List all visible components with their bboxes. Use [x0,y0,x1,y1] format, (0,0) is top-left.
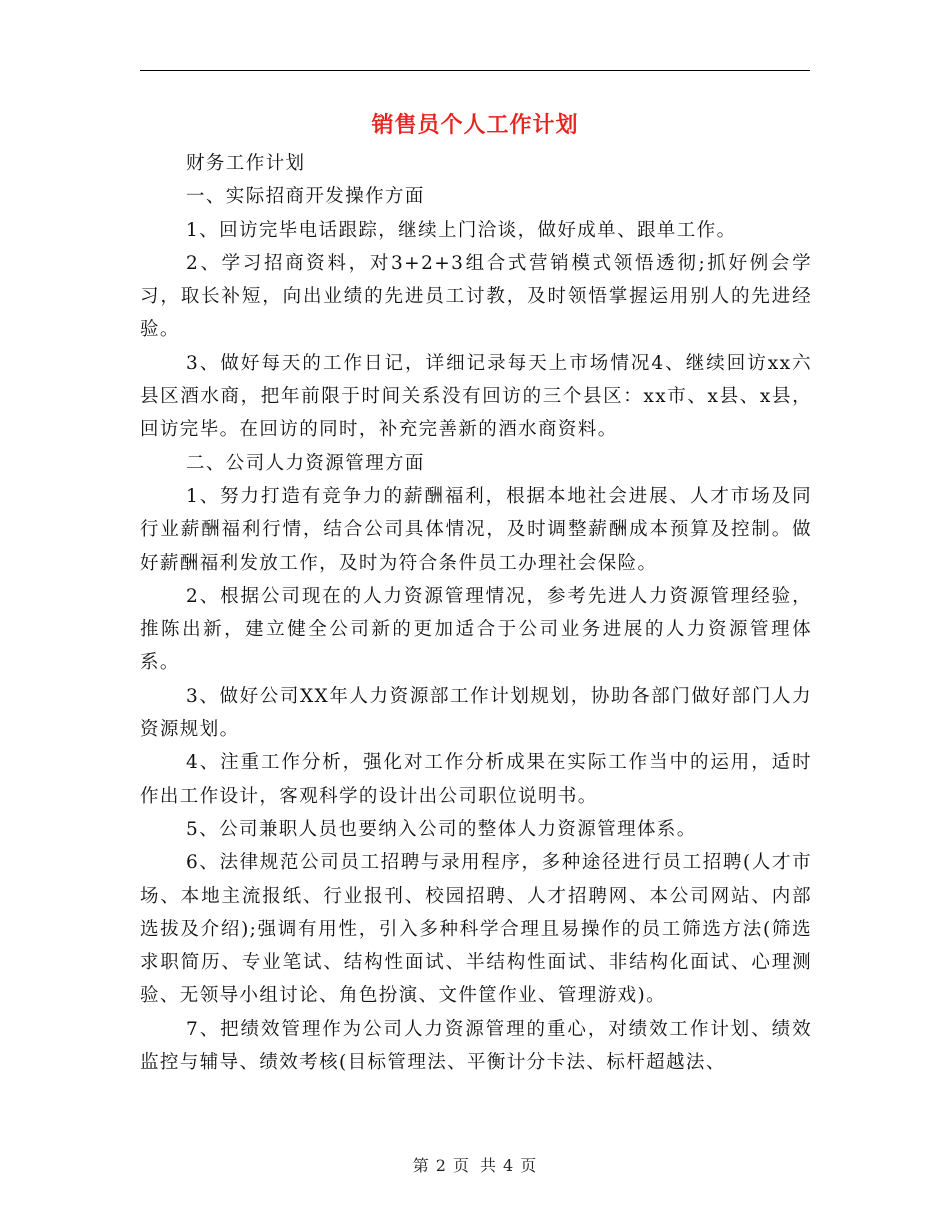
footer-prefix: 第 [412,1156,430,1175]
paragraph-item: 3、做好公司XX年人力资源部工作计划规划，协助各部门做好部门人力资源规划。 [140,685,812,741]
document-title: 销售员个人工作计划 [371,113,579,138]
header-rule [140,70,810,71]
paragraph-item: 1、努力打造有竞争力的薪酬福利，根据本地社会进展、人才市场及同行业薪酬福利行情，结合公司具体情况，及时调整薪酬成本预算及控制。做好薪酬福利发放工作，及时为符合条件员工办理社会保险。 [140,485,812,574]
paragraph-heading-hr: 二、公司人力资源管理方面 [186,452,425,474]
footer-suffix: 页 [520,1156,538,1175]
paragraph-section-heading: 财务工作计划 [186,153,306,174]
page-footer [0,1153,950,1176]
total-pages-number: 4 [503,1156,515,1175]
current-page-number: 2 [435,1156,447,1175]
paragraph-item: 5、公司兼职人员也要纳入公司的整体人力资源管理体系。 [186,818,697,840]
paragraph-item: 2、学习招商资料，对3+2+3组合式营销模式领悟透彻;抓好例会学习，取长补短，向出业绩的先进员工讨教，及时领悟掌握运用别人的先进经验。 [140,252,812,341]
document-body [140,147,812,1079]
paragraph-item: 1、回访完毕电话跟踪，继续上门洽谈，做好成单、跟单工作。 [186,219,737,241]
paragraph-item: 2、根据公司现在的人力资源管理情况，参考先进人力资源管理经验，推陈出新，建立健全公司新的更加适合于公司业务进展的人力资源管理体系。 [140,585,812,674]
paragraph-item: 4、注重工作分析，强化对工作分析成果在实际工作当中的运用，适时作出工作设计，客观科学的设计出公司职位说明书。 [140,752,812,807]
paragraph-item: 3、做好每天的工作日记，详细记录每天上市场情况4、继续回访xx六县区酒水商，把年前限于时间关系没有回访的三个县区：xx市、x县、x县，回访完毕。在回访的同时，补充完善新的酒水商资料。 [140,352,812,441]
paragraph-heading-investment: 一、实际招商开发操作方面 [186,186,425,208]
paragraph-item: 6、法律规范公司员工招聘与录用程序，多种途径进行员工招聘(人才市场、本地主流报纸、行业报刊、校园招聘、人才招聘网、本公司网站、内部选拔及介绍);强调有用性，引入多种科学合理且易操作的员工筛选方法(筛选求职简历、专业笔试、结构性面试、半结构性面试、非结构化面试、心理测验、无领导小组讨论、角色扮演、文件筐作业、管理游戏)。 [140,852,812,1007]
paragraph-item: 7、把绩效管理作为公司人力资源管理的重心，对绩效工作计划、绩效监控与辅导、绩效考核(目标管理法、平衡计分卡法、标杆超越法、 [140,1018,812,1074]
footer-mid: 页 共 [452,1156,498,1175]
